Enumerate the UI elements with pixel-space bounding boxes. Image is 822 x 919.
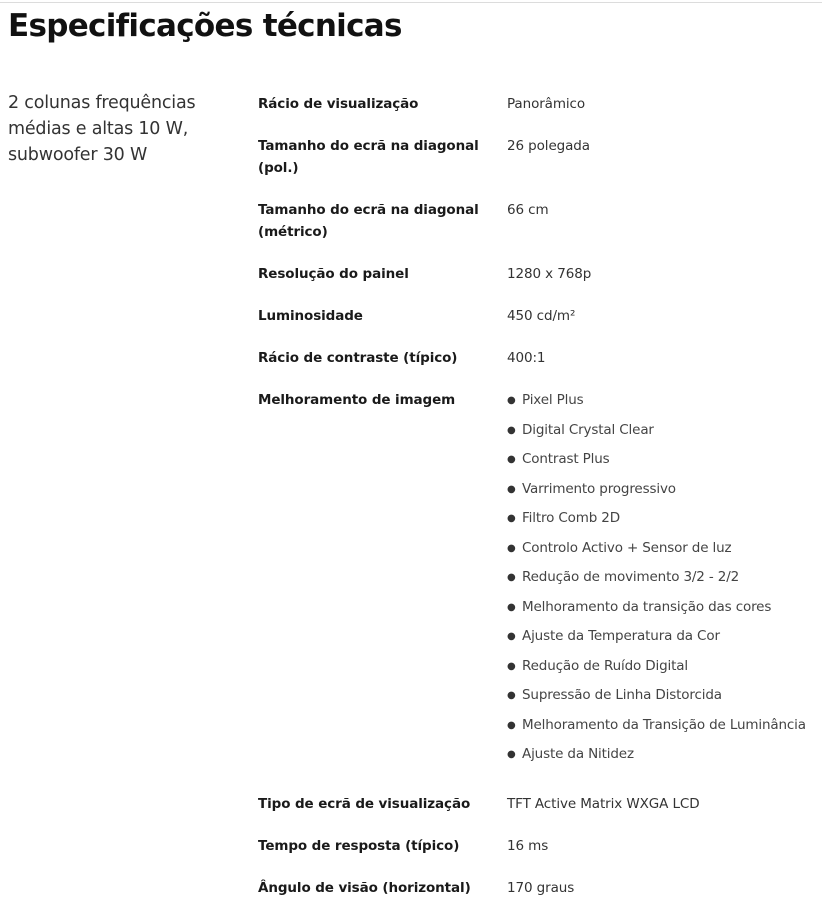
list-item: ● Contrast Plus (507, 448, 822, 478)
spec-value: 16 ms (507, 837, 549, 854)
bullet-icon: ● (507, 542, 516, 554)
spec-value: 400:1 (507, 350, 546, 366)
spec-value: TFT Active Matrix WXGA LCD (507, 795, 700, 812)
spec-value: 26 polegada (507, 138, 590, 154)
bullet-icon: ● (507, 690, 516, 701)
bullet-icon: ● (507, 513, 516, 524)
spec-row-diagonal-inch (258, 135, 822, 179)
spec-row-contrast-ratio (258, 347, 822, 369)
spec-row-picture-enhancement (258, 389, 822, 773)
list-item: ● Ajuste da Nitidez (507, 743, 822, 773)
list-item: ● Filtro Comb 2D (507, 507, 822, 537)
spec-row-response-time (258, 835, 822, 857)
spec-row-display-type (258, 793, 822, 815)
spec-label: Tamanho do ecrã na diagonal (pol.) (258, 138, 479, 176)
spec-label: Resolução do painel (258, 266, 409, 282)
spec-label: Luminosidade (258, 308, 363, 324)
spec-row-brightness (258, 305, 822, 327)
bullet-icon: ● (507, 572, 516, 583)
list-item: ● Pixel Plus (507, 389, 822, 419)
feature-list (507, 389, 822, 773)
bullet-icon: ● (507, 483, 516, 495)
bullet-icon: ● (507, 631, 516, 642)
list-item: ● Ajuste da Temperatura da Cor (507, 625, 822, 655)
list-item: ● Controlo Activo + Sensor de luz (507, 537, 822, 567)
bullet-icon: ● (507, 395, 516, 406)
audio-summary: 2 colunas frequências médias e altas 10 W, subwoofer 30 W (8, 93, 196, 165)
top-divider (0, 2, 822, 3)
spec-label: Tipo de ecrã de visualização (258, 795, 471, 812)
spec-value: Panorâmico (507, 96, 586, 112)
spec-row-diagonal-metric (258, 199, 822, 243)
list-item: ● Varrimento progressivo (507, 478, 822, 508)
spec-label: Tamanho do ecrã na diagonal (métrico) (258, 202, 479, 240)
spec-label: Ângulo de visão (horizontal) (258, 879, 471, 896)
bullet-icon: ● (507, 601, 516, 613)
spec-value: 450 cd/m² (507, 308, 576, 324)
spec-value (507, 389, 822, 773)
bullet-icon: ● (507, 424, 516, 436)
spec-label: Rácio de contraste (típico) (258, 350, 458, 366)
list-item: ● Digital Crystal Clear (507, 419, 822, 449)
list-item: ● Melhoramento da Transição de Luminância (507, 714, 822, 744)
spec-label: Melhoramento de imagem (258, 392, 456, 408)
bullet-icon: ● (507, 749, 516, 760)
spec-row-panel-resolution (258, 263, 822, 285)
list-item: ● Redução de Ruído Digital (507, 655, 822, 685)
spec-row-aspect-ratio (258, 93, 822, 115)
spec-table (258, 93, 822, 919)
spec-label: Rácio de visualização (258, 96, 419, 112)
spec-row-viewing-angle-h (258, 877, 822, 899)
list-item: ● Supressão de Linha Distorcida (507, 684, 822, 714)
list-item: ● Redução de movimento 3/2 - 2/2 (507, 566, 822, 596)
spec-value: 1280 x 768p (507, 266, 592, 282)
bullet-icon: ● (507, 660, 516, 672)
list-item: ● Melhoramento da transição das cores (507, 596, 822, 626)
spec-value: 66 cm (507, 202, 549, 218)
page-title: Especificações técnicas (8, 8, 402, 44)
bullet-icon: ● (507, 454, 516, 465)
bullet-icon: ● (507, 719, 516, 731)
spec-value: 170 graus (507, 879, 575, 896)
spec-label: Tempo de resposta (típico) (258, 837, 460, 854)
